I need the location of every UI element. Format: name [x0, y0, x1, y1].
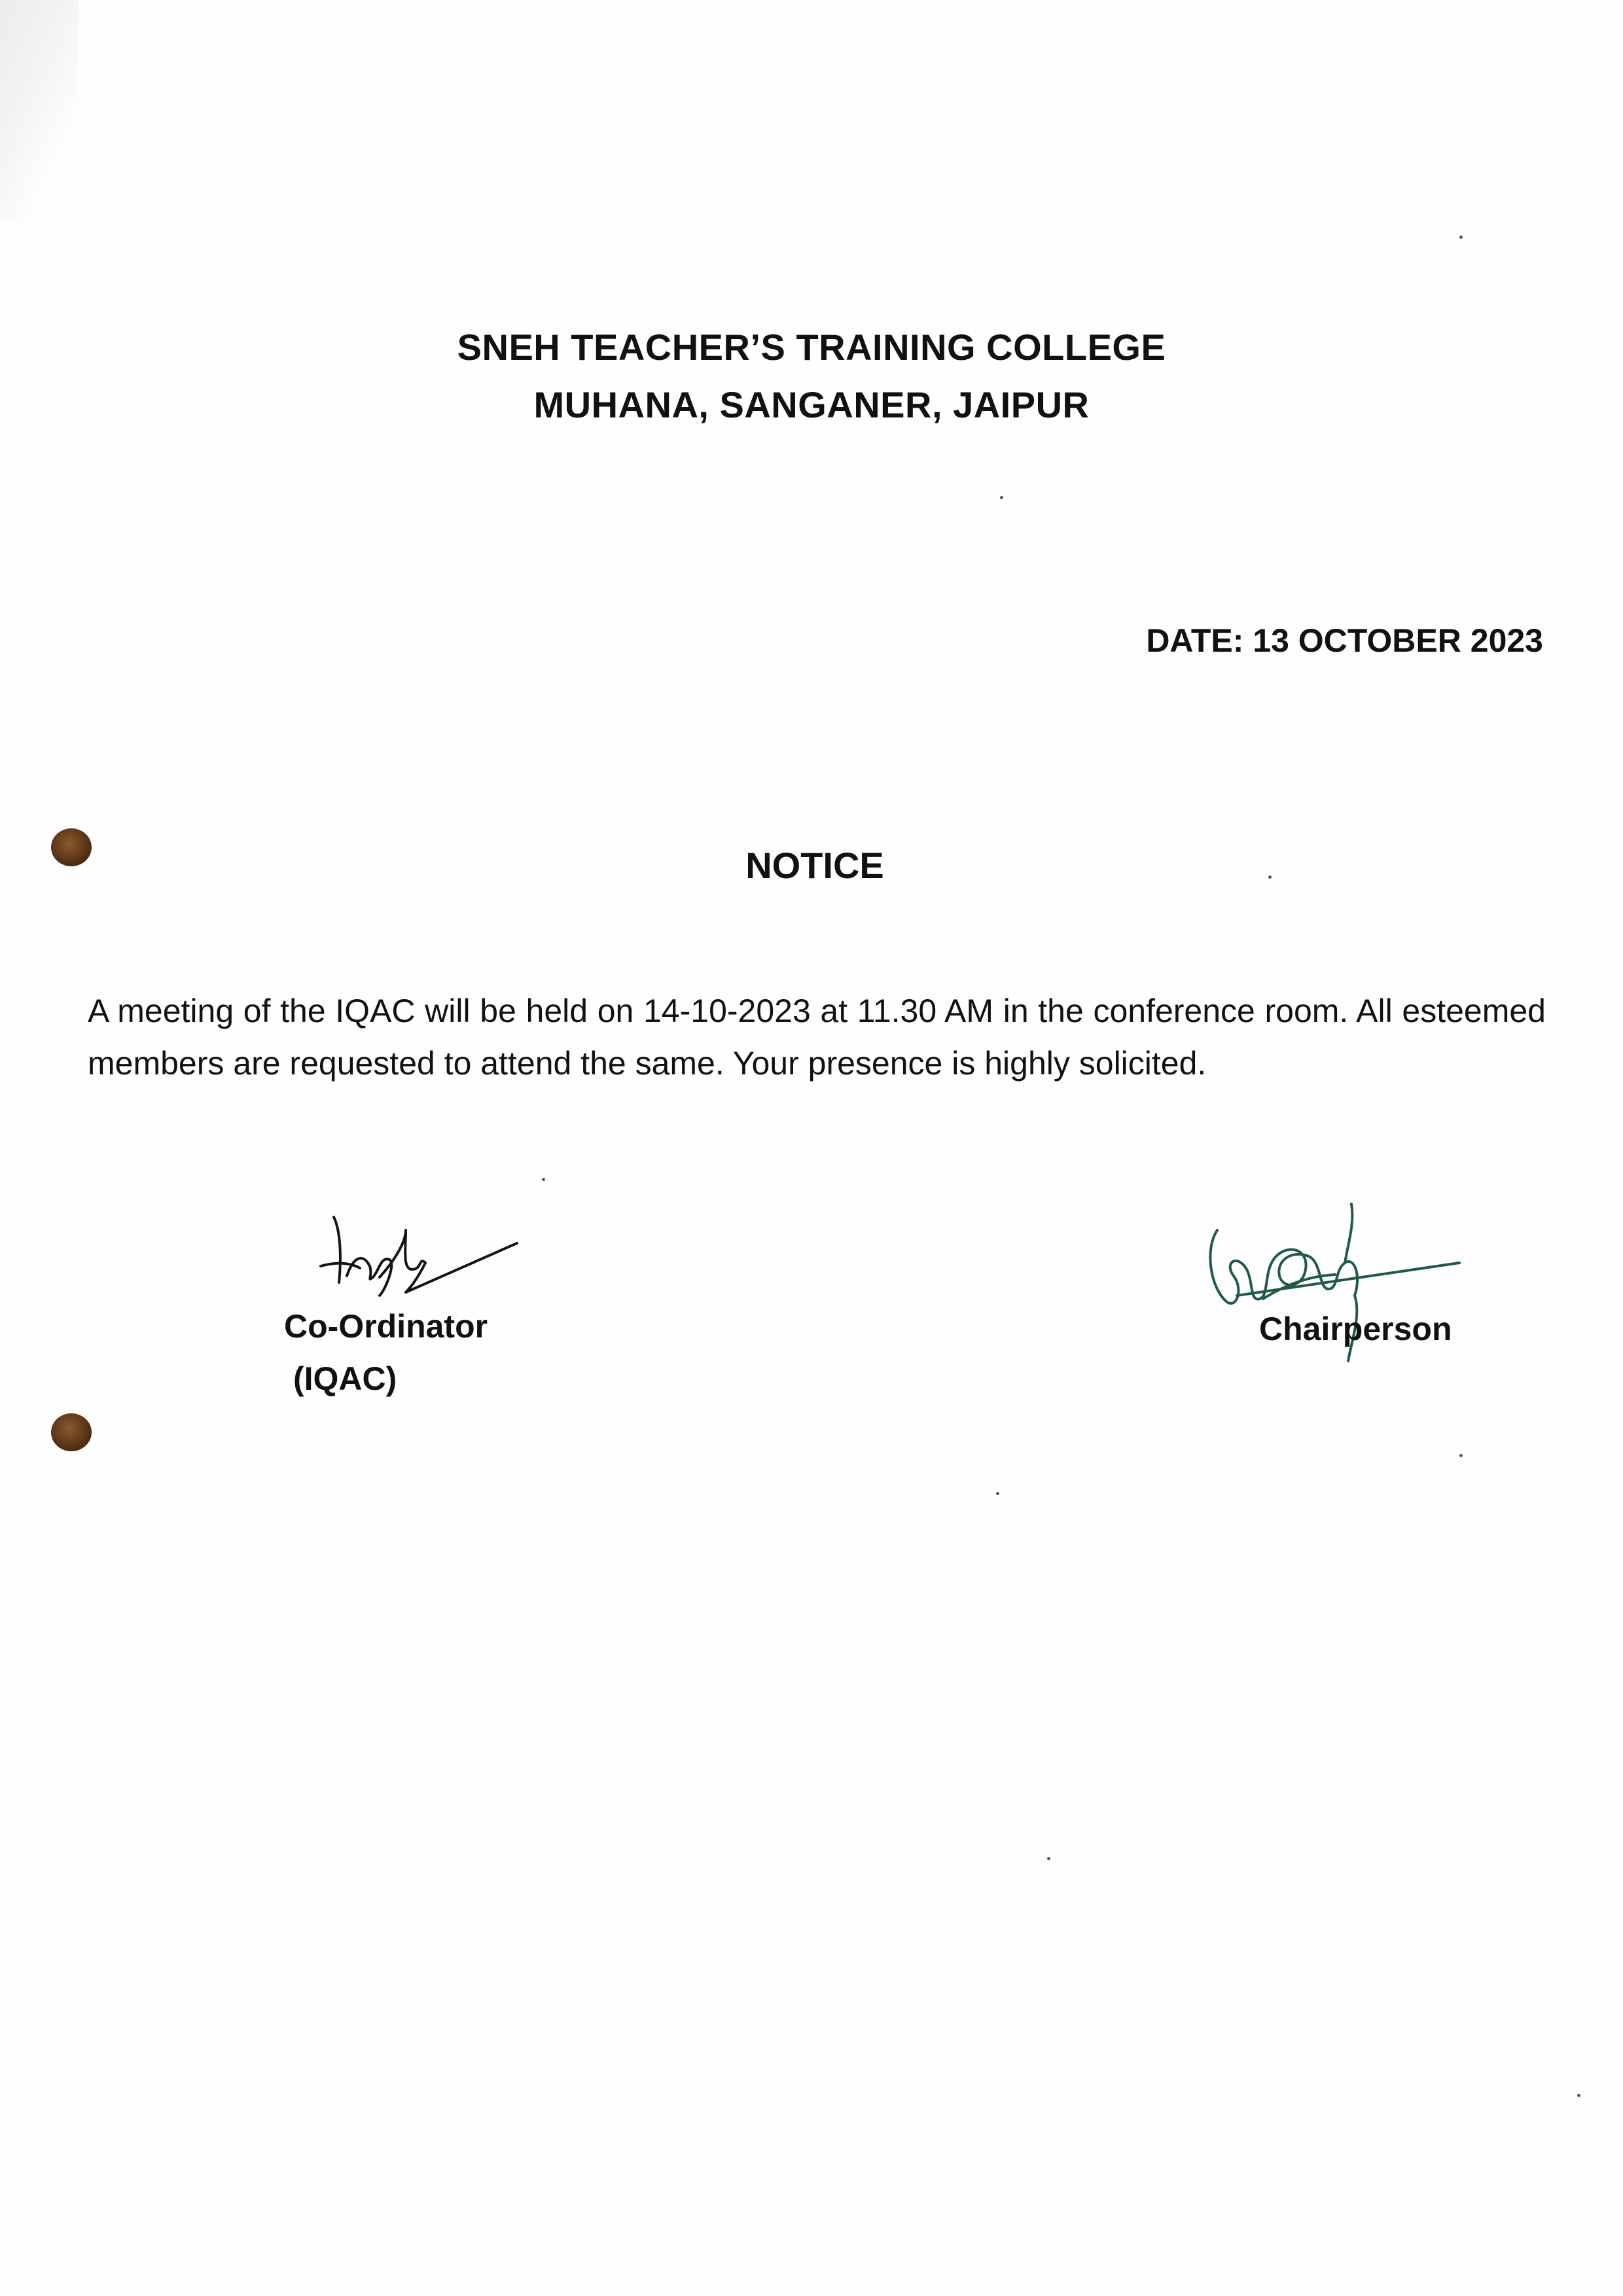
coordinator-signature: [308, 1204, 524, 1309]
scan-speck: [1577, 2094, 1580, 2097]
scan-speck: [1459, 1454, 1463, 1457]
notice-title: NOTICE: [745, 845, 884, 886]
scan-speck: [1459, 236, 1463, 239]
scan-speck: [1047, 1857, 1050, 1860]
coordinator-subtitle: (IQAC): [293, 1360, 397, 1397]
punch-hole-icon: [51, 1413, 92, 1451]
scan-speck: [1000, 496, 1003, 499]
coordinator-title: Co-Ordinator: [284, 1308, 488, 1345]
college-address: MUHANA, SANGANER, JAIPUR: [533, 384, 1090, 425]
scan-corner-shadow: [0, 0, 79, 222]
scan-speck: [542, 1178, 545, 1181]
chairperson-title: Chairperson: [1259, 1311, 1452, 1347]
college-name: SNEH TEACHER’S TRAINING COLLEGE: [457, 327, 1166, 368]
scan-speck: [996, 1492, 999, 1495]
scan-speck: [1268, 875, 1272, 879]
notice-date: DATE: 13 OCTOBER 2023: [1146, 622, 1543, 659]
notice-body: A meeting of the IQAC will be held on 14-10-2023 at 11.30 AM in the conference room. All esteemed members are requested to attend the same. Your presence is highly solicited.: [88, 993, 1546, 1082]
